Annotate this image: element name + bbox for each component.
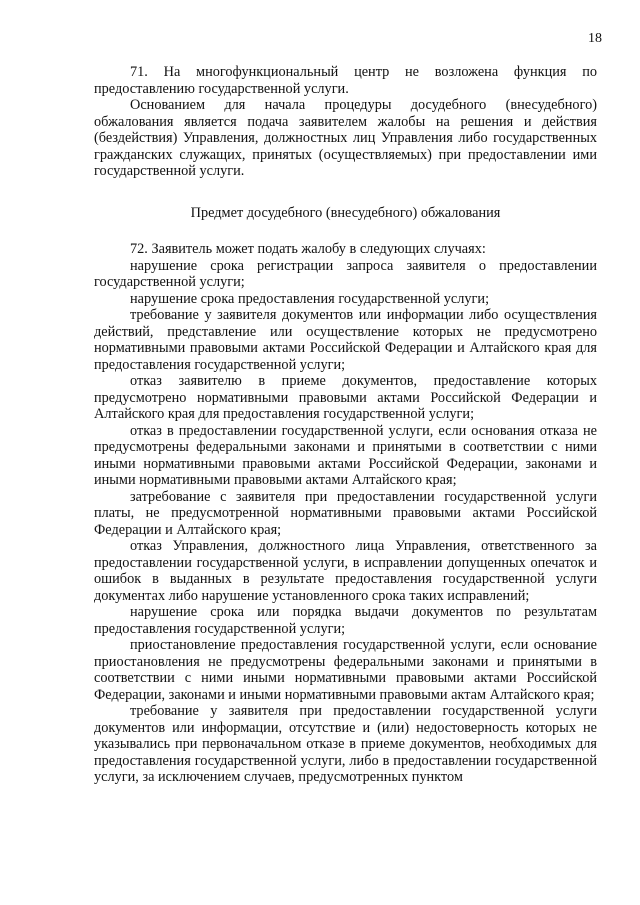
list-item: отказ Управления, должностного лица Управления, ответственного за предоставлении государственной услуги, в исправлении допущенных опечаток и ошибок в выданных в результате предоставления государственной услуги документах либо нарушение установленного срока таких исправлений;	[94, 538, 597, 604]
list-item: приостановление предоставления государственной услуги, если основание приостановления не предусмотрены федеральными законами и принятыми в соответствии с ними иными нормативными правовыми актами Российской Федерации, законами и иными нормативными правовыми актам Алтайского края;	[94, 637, 597, 703]
document-body	[94, 64, 597, 786]
list-item: требование у заявителя документов или информации либо осуществления действий, представление или осуществление которых не предусмотрено нормативными правовыми актами Российской Федерации и Алтайского края для предоставления государственной услуги;	[94, 307, 597, 373]
list-item: отказ заявителю в приеме документов, предоставление которых предусмотрено нормативными правовыми актами Российской Федерации и Алтайского края для предоставления государственной услуги;	[94, 373, 597, 422]
list-item: нарушение срока или порядка выдачи документов по результатам предоставления государственной услуги;	[94, 604, 597, 637]
list-item: затребование с заявителя при предоставлении государственной услуги платы, не предусмотренной нормативными правовыми актами Российской Федерации и Алтайского края;	[94, 488, 597, 538]
list-item: требование у заявителя при предоставлении государственной услуги документов или информации, отсутствие и (или) недостоверность которых не указывались при первоначальном отказе в приеме документов, необходимых для предоставления государственной услуги, либо в предоставлении государственной услуги, за исключением случаев, предусмотренных пунктом	[94, 703, 597, 785]
list-item: нарушение срока регистрации запроса заявителя о предоставлении государственной услуги;	[94, 257, 597, 290]
list-item: нарушение срока предоставления государственной услуги;	[130, 290, 490, 307]
paragraph-grounds: Основанием для начала процедуры досудебного (внесудебного) обжалования является подача заявителем жалобы на решения и действия (бездействия) Управления, должностных лиц Управления либо государственных гражданских служащих, принятых (осуществляемых) при предоставлении ими государственной услуги.	[94, 97, 597, 179]
paragraph-71: 71. На многофункциональный центр не возложена функция по предоставлению государственной услуги.	[94, 64, 597, 97]
section-heading: Предмет досудебного (внесудебного) обжалования	[190, 204, 501, 221]
paragraph-72: 72. Заявитель может подать жалобу в следующих случаях:	[130, 241, 486, 257]
list-item: отказ в предоставлении государственной услуги, если основания отказа не предусмотрены федеральными законами и принятыми в соответствии с ними иными нормативными правовыми актами Российской Федерации, законами и иными нормативными правовыми актами Алтайского края;	[94, 422, 597, 488]
page-number: 18	[588, 31, 602, 46]
